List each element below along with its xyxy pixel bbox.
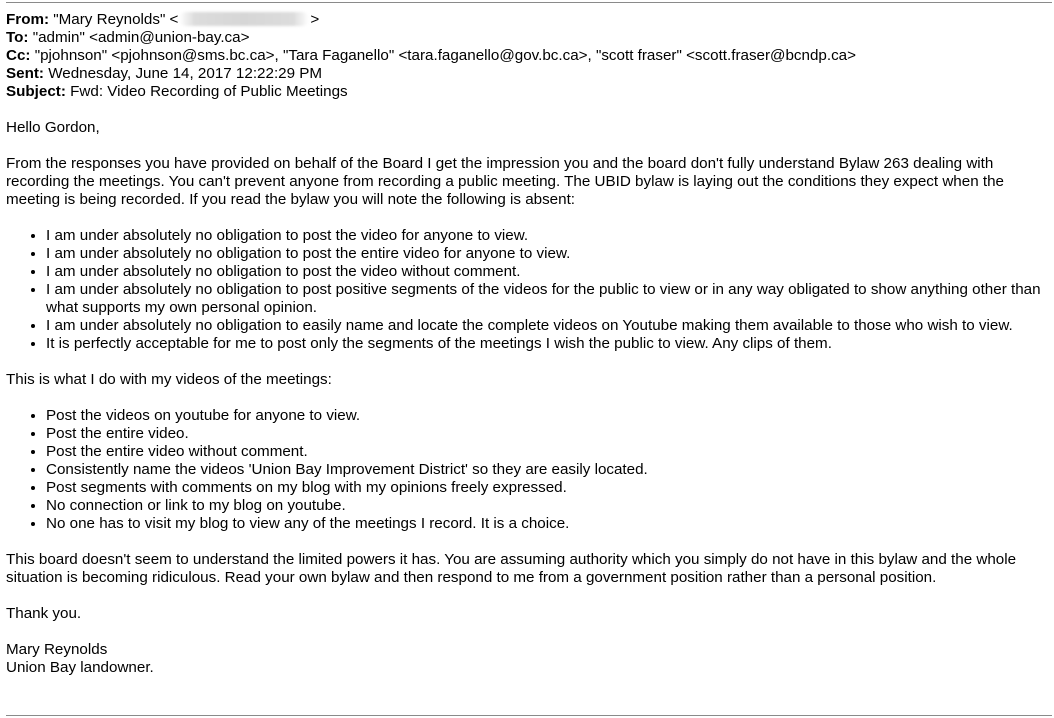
to-line	[6, 29, 1052, 47]
from-name: "Mary Reynolds" <	[53, 11, 179, 28]
practice-intro: This is what I do with my videos of the meetings:	[6, 371, 332, 388]
subject-label: Subject:	[6, 83, 66, 100]
list-item: • I am under absolutely no obligation to easily name and locate the complete videos on Youtube making them available to those who wish to view.	[46, 317, 1052, 335]
sent-value: Wednesday, June 14, 2017 12:22:29 PM	[48, 65, 323, 82]
bottom-divider	[6, 715, 1052, 716]
list-item: • It is perfectly acceptable for me to post only the segments of the meetings I wish the public to view. Any clips of them.	[46, 335, 1052, 353]
greeting: Hello Gordon,	[6, 119, 100, 136]
intro-paragraph: From the responses you have provided on behalf of the Board I get the impression you and the board don't fully understand Bylaw 263 dealing with recording the meetings. You can't prevent anyone from recording a public meeting. The UBID bylaw is laying out the conditions they expect when the meeting is being recorded. If you read the bylaw you will note the following is absent:	[6, 155, 1004, 208]
cc-line	[6, 47, 1052, 65]
list-item: • I am under absolutely no obligation to post the entire video for anyone to view.	[46, 245, 1052, 263]
from-line	[6, 11, 1052, 29]
subject-value: Fwd: Video Recording of Public Meetings	[70, 83, 348, 100]
list-item: • I am under absolutely no obligation to post positive segments of the videos for the public to view or in any way obligated to show anything other than what supports my own personal opinion.	[46, 281, 1052, 317]
sent-line	[6, 65, 1052, 83]
email-message	[6, 11, 1052, 677]
list-item: • I am under absolutely no obligation to post the video without comment.	[46, 263, 1052, 281]
list-item: • Post the videos on youtube for anyone to view.	[46, 407, 1052, 425]
list-item: • Consistently name the videos 'Union Bay Improvement District' so they are easily located.	[46, 461, 1052, 479]
top-divider	[6, 2, 1052, 3]
conclusion-paragraph: This board doesn't seem to understand the limited powers it has. You are assuming authority which you simply do not have in this bylaw and the whole situation is becoming ridiculous. Read your own bylaw and then respond to me from a government position rather than a personal position.	[6, 551, 1017, 586]
redacted-email	[179, 12, 309, 26]
cc-value: "pjohnson" <pjohnson@sms.bc.ca>, "Tara Faganello" <tara.faganello@gov.bc.ca>, "scott fraser" <scott.fraser@bcndp.ca>	[34, 47, 856, 64]
to-value: "admin" <admin@union-bay.ca>	[32, 29, 250, 46]
list-item: • I am under absolutely no obligation to post the video for anyone to view.	[46, 227, 1052, 245]
practice-list	[6, 407, 1052, 533]
signature	[6, 641, 1052, 677]
closing-line: Thank you.	[6, 605, 82, 622]
list-item: • No connection or link to my blog on youtube.	[46, 497, 1052, 515]
list-item: • Post segments with comments on my blog with my opinions freely expressed.	[46, 479, 1052, 497]
list-item: • No one has to visit my blog to view any of the meetings I record. It is a choice.	[46, 515, 1052, 533]
signature-name: Mary Reynolds	[6, 641, 108, 658]
list-item: • Post the entire video.	[46, 425, 1052, 443]
from-label: From:	[6, 11, 50, 28]
absent-list	[6, 227, 1052, 353]
cc-label: Cc:	[6, 47, 31, 64]
subject-line	[6, 83, 1052, 101]
to-label: To:	[6, 29, 29, 46]
email-headers	[6, 11, 1052, 101]
signature-title: Union Bay landowner.	[6, 659, 154, 676]
list-item: • Post the entire video without comment.	[46, 443, 1052, 461]
from-close: >	[310, 11, 320, 28]
sent-label: Sent:	[6, 65, 44, 82]
